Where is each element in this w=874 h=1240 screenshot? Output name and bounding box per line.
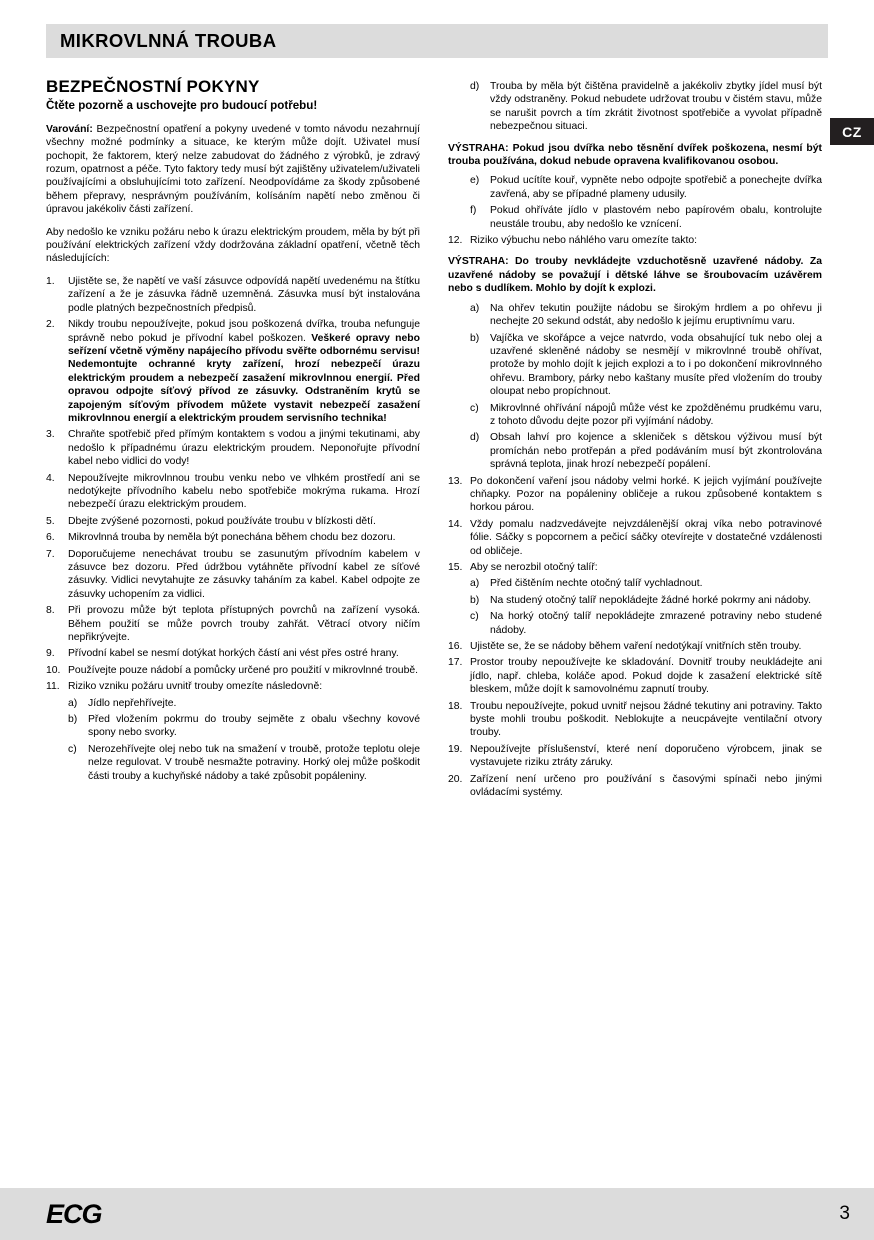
sub-list-item: [68, 697, 420, 710]
list-marker: 15.: [448, 562, 463, 573]
sub-list-item: [470, 594, 822, 607]
list-item: [46, 664, 420, 677]
list-marker: 13.: [448, 475, 463, 487]
page-header: [46, 24, 828, 58]
sub-list-text: Nerozehřívejte olej nebo tuk na smažení v troubě, protože teplotu oleje nelze regulovat. V troubě nesmažte potraviny. Horký olej může poškodit části trouby a kuchyňské nádoby a také způsobit popáleniny.: [88, 743, 420, 782]
sub-list-item: [470, 332, 822, 399]
list-item: [448, 518, 822, 558]
sub-list-text: Na horký otočný talíř nepokládejte zmrazené potraviny nebo studené nádoby.: [490, 611, 822, 636]
sub-list-item: [68, 743, 420, 783]
list-text-plain: Nikdy troubu nepoužívejte, pokud jsou poškozená dvířka, trouba nefunguje správně nebo pokud je přívodní kabel poškozen.: [68, 319, 420, 344]
list-marker: 3.: [46, 429, 55, 441]
sub-list-text: Vajíčka ve skořápce a vejce natvrdo, voda obsahující tuk nebo olej a uzavřené skleněné nádoby se nesmějí v mikrovlnné troubě ohřívat, protože by mohlo dojít k jejich explozi a to i po dokončení mikrovlnného ohřevu. Brambory, párky nebo kaštany musíte před vložením do trouby oloupat nebo propíchnout.: [490, 332, 822, 398]
list-text: Riziko výbuchu nebo náhlého varu omezíte takto:: [470, 235, 697, 247]
sub-list-marker: f): [470, 205, 477, 217]
list-item: [448, 561, 822, 574]
sub-list-item: [470, 174, 822, 201]
list-item: [46, 604, 420, 644]
sub-list-marker: a): [68, 697, 78, 709]
list-marker: 17.: [448, 657, 463, 669]
sub-list-text: Obsah lahví pro kojence a skleniček s dětskou výživou musí být promíchán nebo protřepán a před podáváním musí být zkontrolována správná teplota, jinak hrozí nebezpečí popálení.: [490, 432, 822, 471]
sub-list-text: Pokud ohříváte jídlo v plastovém nebo papírovém obalu, kontrolujte neustále troubu, aby nedošlo ke vznícení.: [490, 205, 822, 230]
list-item: [448, 234, 822, 247]
list-text: Ujistěte se, že napětí ve vaší zásuvce odpovídá napětí uvedenému na štítku zařízení a že je zásuvka řádně uzemněná. Zásuvka musí být instalována podle platných bezpečnostních předpisů.: [68, 275, 420, 314]
list-marker: 12.: [448, 235, 463, 247]
right-column: [448, 80, 822, 803]
list-text: Při provozu může být teplota přístupných povrchů na zařízení vysoká. Během použití se může povrch trouby zahřát. Větrací otvory ničím nepřikrývejte.: [68, 605, 420, 644]
sub-list-marker: c): [68, 743, 77, 755]
list-item: [46, 647, 420, 660]
list-marker: 10.: [46, 664, 61, 676]
list-item: [448, 743, 822, 770]
list-item: [46, 275, 420, 315]
list-item: [46, 428, 420, 468]
sub-list-marker: a): [470, 302, 480, 314]
warning-label: Varování:: [46, 123, 93, 135]
warning-block-1: VÝSTRAHA: Pokud jsou dvířka nebo těsnění dvířek poškozena, nesmí být trouba používána, dokud nebude opravena kvalifikovanou osobou.: [448, 142, 822, 168]
sub-list-item: [470, 302, 822, 329]
list-text: Doporučujeme nenechávat troubu se zasunutým přívodním kabelem v zásuvce bez dozoru. Před údržbou vytáhněte přívodní kabel ze síťové zásuvky. Vidlici nevytahujte ze zásuvky taháním za kabel. Kabel odpojte ze zásuvky uchopením za vidlici.: [68, 548, 420, 600]
warning-block-2: VÝSTRAHA: Do trouby nevkládejte vzduchotěsně uzavřené nádoby. Za uzavřené nádoby se považují i dětské láhve se šroubovacím uzávěrem nebo s dudlíkem. Mohlo by dojít k explozi.: [448, 256, 822, 295]
page-number: 3: [839, 1203, 850, 1224]
list-marker: 4.: [46, 472, 55, 484]
intro-paragraph-1: [46, 123, 420, 217]
list-marker: 9.: [46, 648, 55, 660]
sub-list-marker: b): [470, 594, 480, 606]
intro-paragraph-2: Aby nedošlo ke vzniku požáru nebo k úrazu elektrickým proudem, měla by být při používání elektrických zařízení vždy dodržována základní opatření, včetně těch následujících:: [46, 226, 420, 265]
list-marker: 7.: [46, 548, 55, 560]
sub-list-text: Pokud ucítíte kouř, vypněte nebo odpojte spotřebič a ponechejte dvířka zavřená, aby se případné plameny udusily.: [490, 175, 822, 200]
two-column-body: [46, 77, 828, 803]
list-text: Po dokončení vaření jsou nádoby velmi horké. K jejich vyjímání používejte chňapky. Pozor na popáleniny obličeje a rukou způsobené kontaktem s horkou párou.: [470, 475, 822, 514]
left-numbered-list: [46, 275, 420, 783]
list-item: [46, 531, 420, 544]
list-item: [448, 656, 822, 696]
list-marker: 6.: [46, 532, 55, 544]
list-item: [46, 472, 420, 512]
sub-list-item: [470, 204, 822, 231]
section-title: BEZPEČNOSTNÍ POKYNY: [46, 77, 260, 96]
sub-list-text: Trouba by měla být čištěna pravidelně a jakékoliv zbytky jídel musí být vždy odstraněny. Pokud nebudete udržovat troubu v čistém stavu, může se narušit povrch a tím zkrátit životnost spotřebiče a vyvolat případně nebezpečnou situaci.: [490, 81, 822, 133]
list-text: Nepoužívejte příslušenství, které není doporučeno výrobcem, jinak se vystavujete riziku ztráty záruky.: [470, 743, 822, 769]
sub-list-text: Na ohřev tekutin použijte nádobu se širokým hrdlem a po ohřevu ji nechejte 20 sekund odstát, aby nedošlo k jejímu eruptivnímu varu.: [490, 302, 822, 328]
list-marker: 18.: [448, 700, 463, 712]
intro-paragraph-1-text: Bezpečnostní opatření a pokyny uvedené v tomto návodu nezahrnují všechny možné podmínky a situace, ke kterým může dojít. Uživatel musí pochopit, že faktorem, který nelze zabudovat do žádného z výrobků, je zdravý rozum, opatrnost a péče. Tyto faktory tedy musí být zajištěny uživatelem/uživateli používajícími a obsluhujícími toto zařízení. Neodpovídáme za škody způsobené během přepravy, nesprávným používáním, kolísáním napětí nebo změnou či úpravou jakékoliv části zařízení.: [46, 123, 420, 216]
sub-list-text: Na studený otočný talíř nepokládejte žádné horké pokrmy ani nádoby.: [490, 594, 811, 606]
sub-list-item: [470, 80, 822, 134]
list-item: [46, 680, 420, 693]
list-marker: 16.: [448, 641, 463, 653]
list-marker: 5.: [46, 515, 55, 527]
brand-logo: ECG: [46, 1198, 102, 1229]
list-text: Přívodní kabel se nesmí dotýkat horkých částí ani vést přes ostré hrany.: [68, 648, 399, 660]
sub-list-marker: a): [470, 578, 480, 590]
list-text: Chraňte spotřebič před přímým kontaktem s vodou a jinými tekutinami, aby nedošlo k případnému úrazu elektrickým proudem. Neponořujte přívodní kabel nebo vidlici do vody!: [68, 429, 420, 468]
list-item: [448, 640, 822, 653]
list-text: Prostor trouby nepoužívejte ke skladování. Dovnitř trouby neukládejte ani jídlo, např. chleba, koláče apod. Pokud dojde k zasažení elektrické sítě bleskem, může dojít k samovolnému zapnutí trouby.: [470, 657, 822, 696]
sub-list-marker: c): [470, 402, 479, 414]
page-footer: [0, 1188, 874, 1240]
sub-list-marker: d): [470, 81, 480, 92]
sub-list-item: [470, 577, 822, 590]
section-subtitle: Čtěte pozorně a uschovejte pro budoucí potřebu!: [46, 99, 318, 113]
list-text: Dbejte zvýšené pozornosti, pokud používáte troubu v blízkosti dětí.: [68, 515, 376, 527]
page-title: MIKROVLNNÁ TROUBA: [60, 30, 277, 51]
list-marker: 1.: [46, 275, 55, 287]
list-marker: 2.: [46, 319, 55, 331]
list-item: [448, 700, 822, 740]
sub-list-text: Jídlo nepřehřívejte.: [88, 697, 177, 709]
sub-list-item: [470, 402, 822, 429]
list-text: [68, 318, 420, 425]
list-text: Aby se nerozbil otočný talíř:: [470, 562, 598, 573]
list-item: [46, 318, 420, 425]
list-item: [448, 773, 822, 800]
list-marker: 14.: [448, 518, 463, 530]
list-item: [46, 515, 420, 528]
list-item: [46, 548, 420, 602]
sub-list-text: Před vložením pokrmu do trouby sejměte z obalu všechny kovové spony nebo svorky.: [88, 714, 420, 739]
list-marker: 20.: [448, 773, 463, 785]
list-text: Zařízení není určeno pro používání s časovými spínači nebo jinými ovládacími systémy.: [470, 773, 822, 799]
sub-list-marker: b): [470, 332, 480, 344]
list-marker: 8.: [46, 605, 55, 617]
list-text: Nepoužívejte mikrovlnnou troubu venku nebo ve vlhkém prostředí ani se nedotýkejte přívodního kabelu nebo spotřebiče mokrýma rukama. Hrozí nebezpečí úrazu elektrickým proudem.: [68, 472, 420, 511]
sub-list-item: [470, 610, 822, 637]
left-column: [46, 77, 420, 786]
sub-list-marker: c): [470, 611, 479, 623]
sub-list-text: Mikrovlnné ohřívání nápojů může vést ke zpožděnému prudkému varu, z tohoto důvodu dejte pozor při vyjímání nádoby.: [490, 402, 822, 427]
list-text: Vždy pomalu nadzvedávejte nejvzdálenější okraj víka nebo potravinové fólie. Sáčky s popcornem a pečicí sáčky otevírejte v dostatečné vzdálenosti od obličeje.: [470, 518, 822, 557]
list-text: Ujistěte se, že se nádoby během vaření nedotýkají vnitřních stěn trouby.: [470, 641, 802, 653]
list-text-bold: Veškeré opravy nebo seřízení včetně výměny napájecího přívodu svěřte odbornému servisu! Nedemontujte ochranné kryty zařízení, hrozí nebezpečí úrazu elektrickým proudem a nebezpečí zasažení mikrovlnnou energií. Před opravou odpojte síťový přívod ze zásuvky. Odstraněním krytů se zapojeným síťovým přívodem můžete vystavit nebezpečí zasažení mikrovlnnou energií a elektrickým proudem servisního technika!: [68, 332, 420, 424]
list-text: Riziko vzniku požáru uvnitř trouby omezíte následovně:: [68, 681, 323, 693]
language-badge: CZ: [830, 118, 874, 145]
sub-list-item: [470, 431, 822, 471]
list-marker: 19.: [448, 743, 463, 755]
sub-list-item: [68, 713, 420, 740]
sub-list-marker: e): [470, 175, 480, 187]
list-item: [448, 475, 822, 515]
list-marker: 11.: [46, 681, 60, 693]
sub-list-marker: b): [68, 714, 78, 726]
sub-list-text: Před čištěním nechte otočný talíř vychladnout.: [490, 578, 703, 590]
list-text: Používejte pouze nádobí a pomůcky určené pro použití v mikrovlnné troubě.: [68, 664, 419, 676]
sub-list-marker: d): [470, 432, 480, 444]
list-text: Mikrovlnná trouba by neměla být ponechána během chodu bez dozoru.: [68, 532, 396, 544]
list-text: Troubu nepoužívejte, pokud uvnitř nejsou žádné tekutiny ani potraviny. Takto byste mohli troubu poškodit. Neblokujte a neucpávejte ventilační otvory trouby.: [470, 700, 822, 739]
